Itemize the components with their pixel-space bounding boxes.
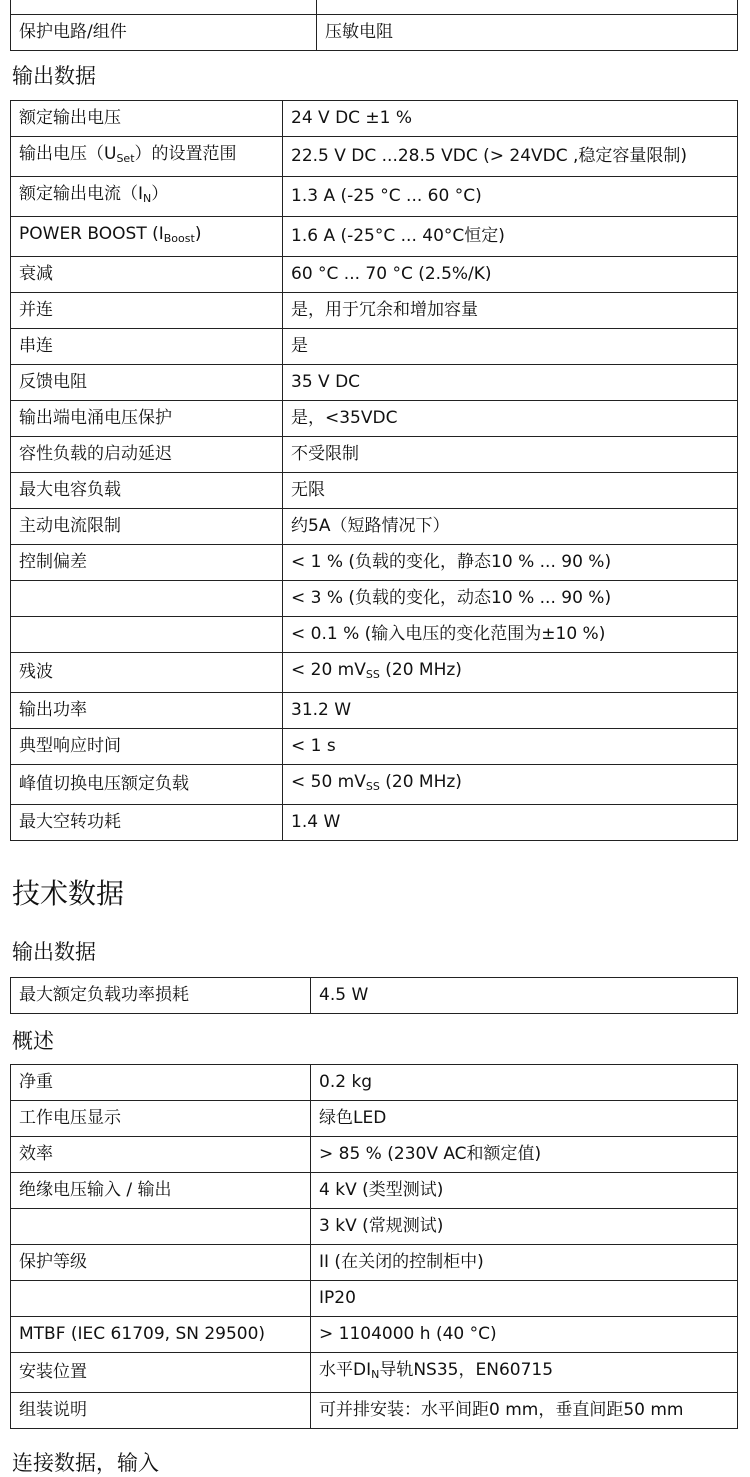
table-row: [11, 978, 738, 1014]
row-label: 并连: [11, 293, 283, 329]
row-value: < 1 % (负载的变化，静态10 % ... 90 %): [283, 545, 738, 581]
row-value: < 3 % (负载的变化，动态10 % ... 90 %): [283, 581, 738, 617]
row-value: 是，用于冗余和增加容量: [283, 293, 738, 329]
row-value: [317, 0, 738, 15]
row-label: 残波: [11, 653, 283, 693]
table-row: [11, 473, 738, 509]
row-label: 绝缘电压输入 / 输出: [11, 1173, 311, 1209]
table-row: [11, 1065, 738, 1101]
table-row: [11, 1173, 738, 1209]
table-row: [11, 15, 738, 51]
row-label: 控制偏差: [11, 545, 283, 581]
row-value: 水平$DI_N$导轨NS35，EN60715: [311, 1353, 738, 1393]
table-row: [11, 0, 738, 15]
row-label: 效率: [11, 1137, 311, 1173]
row-value: 35 V DC: [283, 365, 738, 401]
row-value: 4.5 W: [311, 978, 738, 1014]
row-label: 输出端电涌电压保护: [11, 401, 283, 437]
page-title: 技术数据: [12, 877, 125, 910]
row-label: 工作电压显示: [11, 1101, 311, 1137]
row-label: 额定输出电压: [11, 101, 283, 137]
row-value: 是: [283, 329, 738, 365]
table-row: [11, 1317, 738, 1353]
row-label: 峰值切换电压额定负载: [11, 765, 283, 805]
table-row: [11, 693, 738, 729]
table-row: [11, 437, 738, 473]
row-value: 1.6 A (-25°C ... 40°C恒定): [283, 217, 738, 257]
row-label: 输出电压$(U_{Set})$的设置范围: [11, 137, 283, 177]
row-label: MTBF (IEC 61709, SN 29500): [11, 1317, 311, 1353]
row-label: [11, 617, 283, 653]
general-table: [10, 1064, 738, 1429]
table-row: [11, 765, 738, 805]
row-label: 容性负载的启动延迟: [11, 437, 283, 473]
row-value: 3 kV (常规测试): [311, 1209, 738, 1245]
row-label: 安装位置: [11, 1353, 311, 1393]
section-title-general: 概述: [12, 1029, 54, 1053]
row-label: 保护等级: [11, 1245, 311, 1281]
row-label: 保护电路/组件: [11, 15, 317, 51]
row-label: 组装说明: [11, 1393, 311, 1429]
row-label: [11, 1209, 311, 1245]
row-label: 衰减: [11, 257, 283, 293]
row-value: 24 V DC ±1 %: [283, 101, 738, 137]
table-row: [11, 1209, 738, 1245]
table-row: [11, 1101, 738, 1137]
row-value: IP20: [311, 1281, 738, 1317]
table-row: [11, 365, 738, 401]
table-row: [11, 329, 738, 365]
row-label: 最大额定负载功率损耗: [11, 978, 311, 1014]
table-row: [11, 805, 738, 841]
row-label: 最大空转功耗: [11, 805, 283, 841]
table-row: [11, 217, 738, 257]
row-value: 无限: [283, 473, 738, 509]
section-title-connection: 连接数据，输入: [12, 1451, 159, 1475]
row-label: [11, 1281, 311, 1317]
table-row: [11, 401, 738, 437]
row-label: POWER BOOST $(I_{Boost})$: [11, 217, 283, 257]
row-value: 4 kV (类型测试): [311, 1173, 738, 1209]
row-value: 1.3 A (-25 °C ... 60 °C): [283, 177, 738, 217]
output-loss-table: [10, 977, 738, 1014]
table-row: [11, 545, 738, 581]
row-value: 1.4 W: [283, 805, 738, 841]
row-value: 压敏电阻: [317, 15, 738, 51]
row-value: 约5A（短路情况下）: [283, 509, 738, 545]
row-label: 额定输出电流$(I_N)$: [11, 177, 283, 217]
output-data-table: [10, 100, 738, 841]
section-title-output-2: 输出数据: [12, 940, 96, 964]
row-value: < 20 $mV_{SS}$ (20 MHz): [283, 653, 738, 693]
table-row: [11, 653, 738, 693]
table-row: [11, 293, 738, 329]
table-row: [11, 1137, 738, 1173]
row-value: 60 °C ... 70 °C (2.5%/K): [283, 257, 738, 293]
table-row: [11, 1393, 738, 1429]
row-value: II (在关闭的控制柜中): [311, 1245, 738, 1281]
row-value: 可并排安装：水平间距0 mm，垂直间距50 mm: [311, 1393, 738, 1429]
row-value: 是，<35VDC: [283, 401, 738, 437]
table-row: [11, 509, 738, 545]
table-row: [11, 1353, 738, 1393]
table-row: [11, 137, 738, 177]
row-value: < 0.1 % (输入电压的变化范围为±10 %): [283, 617, 738, 653]
row-value: 31.2 W: [283, 693, 738, 729]
row-value: < 50 $mV_{SS}$ (20 MHz): [283, 765, 738, 805]
table-row: [11, 1245, 738, 1281]
table-row: [11, 257, 738, 293]
table-row: [11, 617, 738, 653]
row-label: [11, 0, 317, 15]
row-value: < 1 s: [283, 729, 738, 765]
row-value: > 1104000 h (40 °C): [311, 1317, 738, 1353]
row-value: 不受限制: [283, 437, 738, 473]
row-label: 典型响应时间: [11, 729, 283, 765]
table-row: [11, 177, 738, 217]
row-value: > 85 % (230V AC和额定值): [311, 1137, 738, 1173]
protection-table: [10, 0, 738, 51]
section-title-output: 输出数据: [12, 64, 96, 88]
row-label: 反馈电阻: [11, 365, 283, 401]
table-row: [11, 101, 738, 137]
row-label: 净重: [11, 1065, 311, 1101]
table-row: [11, 581, 738, 617]
row-label: 串连: [11, 329, 283, 365]
row-label: 输出功率: [11, 693, 283, 729]
row-value: 绿色LED: [311, 1101, 738, 1137]
row-value: 0.2 kg: [311, 1065, 738, 1101]
row-value: 22.5 V DC ...28.5 VDC (> 24VDC ,稳定容量限制): [283, 137, 738, 177]
table-row: [11, 1281, 738, 1317]
row-label: [11, 581, 283, 617]
row-label: 最大电容负载: [11, 473, 283, 509]
table-row: [11, 729, 738, 765]
row-label: 主动电流限制: [11, 509, 283, 545]
